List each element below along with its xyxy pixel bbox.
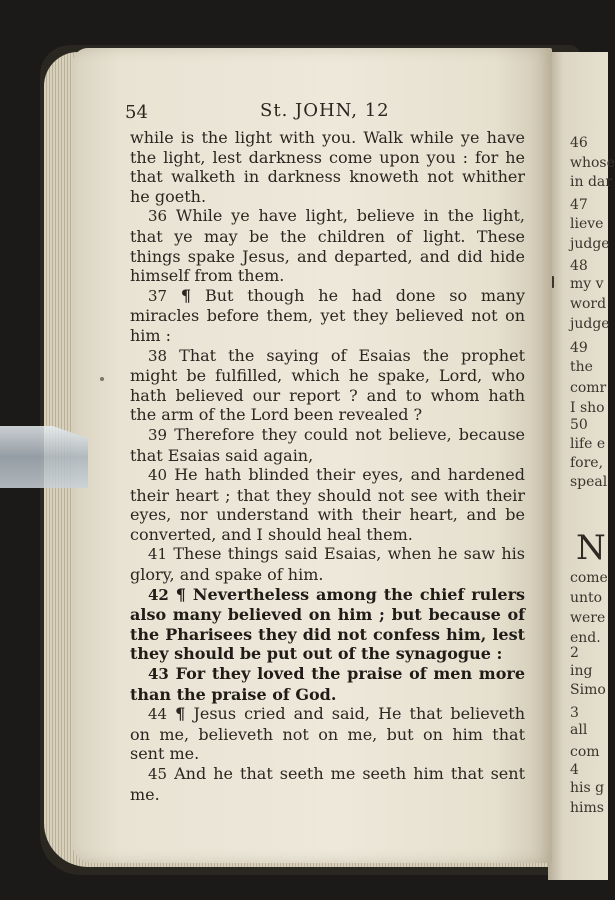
verse-text: Jesus cried and said, He that believeth on me, believeth not on me, but on him that sent me. <box>130 704 525 764</box>
next-page-line: ing <box>570 663 593 679</box>
next-page-line: 4 <box>570 762 579 778</box>
next-page-line: whose <box>570 155 615 171</box>
verse-number: 44 <box>148 705 168 724</box>
verse-45 <box>130 764 525 804</box>
verse-36 <box>130 206 525 285</box>
verse-text: Nevertheless among the chief rulers also many believed on him ; but because of the Pharisees they did not confess him, lest they should be put out of the synagogue : <box>130 584 526 664</box>
verse-37 <box>130 286 525 346</box>
verse-number: 38 <box>148 346 168 365</box>
pilcrow-icon: ¶ <box>180 285 192 305</box>
verse-40 <box>130 465 525 544</box>
verse-44 <box>130 704 525 764</box>
next-page-line: come <box>570 570 608 586</box>
verse-text: while is the light with you. Walk while ye have the light, lest darkness come upon you : for he that walketh in darkness knoweth not whither he goeth. <box>130 128 525 206</box>
verse-39 <box>130 425 525 465</box>
verse-text: These things said Esaias, when he saw his glory, and spake of him. <box>130 544 526 585</box>
next-page-line: fore, <box>570 455 604 471</box>
next-page-line: unto <box>570 590 603 606</box>
next-page-line: com <box>570 744 600 760</box>
verse-text: Therefore they could not believe, because that Esaias said again, <box>130 424 526 465</box>
next-page-line: end. <box>570 630 601 646</box>
next-page-line: 50 <box>570 417 588 433</box>
next-page-line: in dar <box>570 174 612 190</box>
next-page-line: 46 <box>570 135 588 151</box>
verse-text: For they loved the praise of men more than the praise of God. <box>130 664 526 704</box>
next-page-line: my v <box>570 276 604 292</box>
next-page-line: judge <box>570 236 610 252</box>
verse-43 <box>130 664 525 704</box>
verse-42 <box>130 585 525 664</box>
verse-text: That the saying of Esaias the prophet might be fulfilled, which he spake, Lord, who hath believed our report ? and to whom hath the arm of the Lord been revealed ? <box>130 345 525 425</box>
scripture-text <box>130 128 525 804</box>
next-page-line: 48 <box>570 258 588 274</box>
verse-number: 39 <box>148 425 168 444</box>
next-page-line: were <box>570 610 606 626</box>
next-page-line: the <box>570 359 593 375</box>
next-page-line: I sho <box>570 400 605 416</box>
verse-38 <box>130 346 525 425</box>
drop-cap: N <box>576 528 606 568</box>
page-speck <box>100 377 104 381</box>
verse-number: 37 <box>148 286 168 305</box>
next-page-line: 47 <box>570 197 588 213</box>
next-page-line: all <box>570 722 588 738</box>
next-page-line: 49 <box>570 340 588 356</box>
next-page-line: life e <box>570 436 606 452</box>
verse-35-continued <box>130 128 525 206</box>
next-page-line: 2 <box>570 645 579 661</box>
verse-number: 42 <box>148 585 169 604</box>
next-page-line: lieve <box>570 216 604 232</box>
verse-number: 43 <box>148 665 169 684</box>
next-page-line: Simo <box>570 682 606 698</box>
verse-number: 45 <box>148 765 168 783</box>
next-page-line: speal <box>570 474 608 490</box>
next-page-line: judge <box>570 316 610 332</box>
verse-41 <box>130 544 525 584</box>
verse-text: While ye have light, believe in the light, that ye may be the children of light. These things spake Jesus, and departed, and did hide himself from them. <box>130 206 525 286</box>
verse-text: He hath blinded their eyes, and hardened their heart ; that they should not see with their eyes, nor understand with their heart, and be converted, and I should heal them. <box>130 465 525 544</box>
verse-number: 41 <box>148 545 168 564</box>
verse-number: 40 <box>148 466 168 485</box>
page-number: 54 <box>125 102 148 123</box>
next-page-line: 3 <box>570 705 579 721</box>
next-page-line: word <box>570 296 607 312</box>
verse-text: And he that seeth me seeth him that sent me. <box>130 764 525 804</box>
next-page-line: hims <box>570 800 604 816</box>
pilcrow-icon: ¶ <box>175 704 186 724</box>
next-page-line: his g <box>570 780 605 796</box>
pilcrow-icon: ¶ <box>175 584 186 604</box>
running-head <box>125 100 525 124</box>
bookmark-ribbon <box>0 426 88 488</box>
chapter-heading: St. JOHN, 12 <box>260 100 390 121</box>
verse-number: 36 <box>148 207 168 226</box>
next-page-line: comr <box>570 380 607 396</box>
verse-text: But though he had done so many miracles before them, yet they believed not on him : <box>130 285 525 345</box>
